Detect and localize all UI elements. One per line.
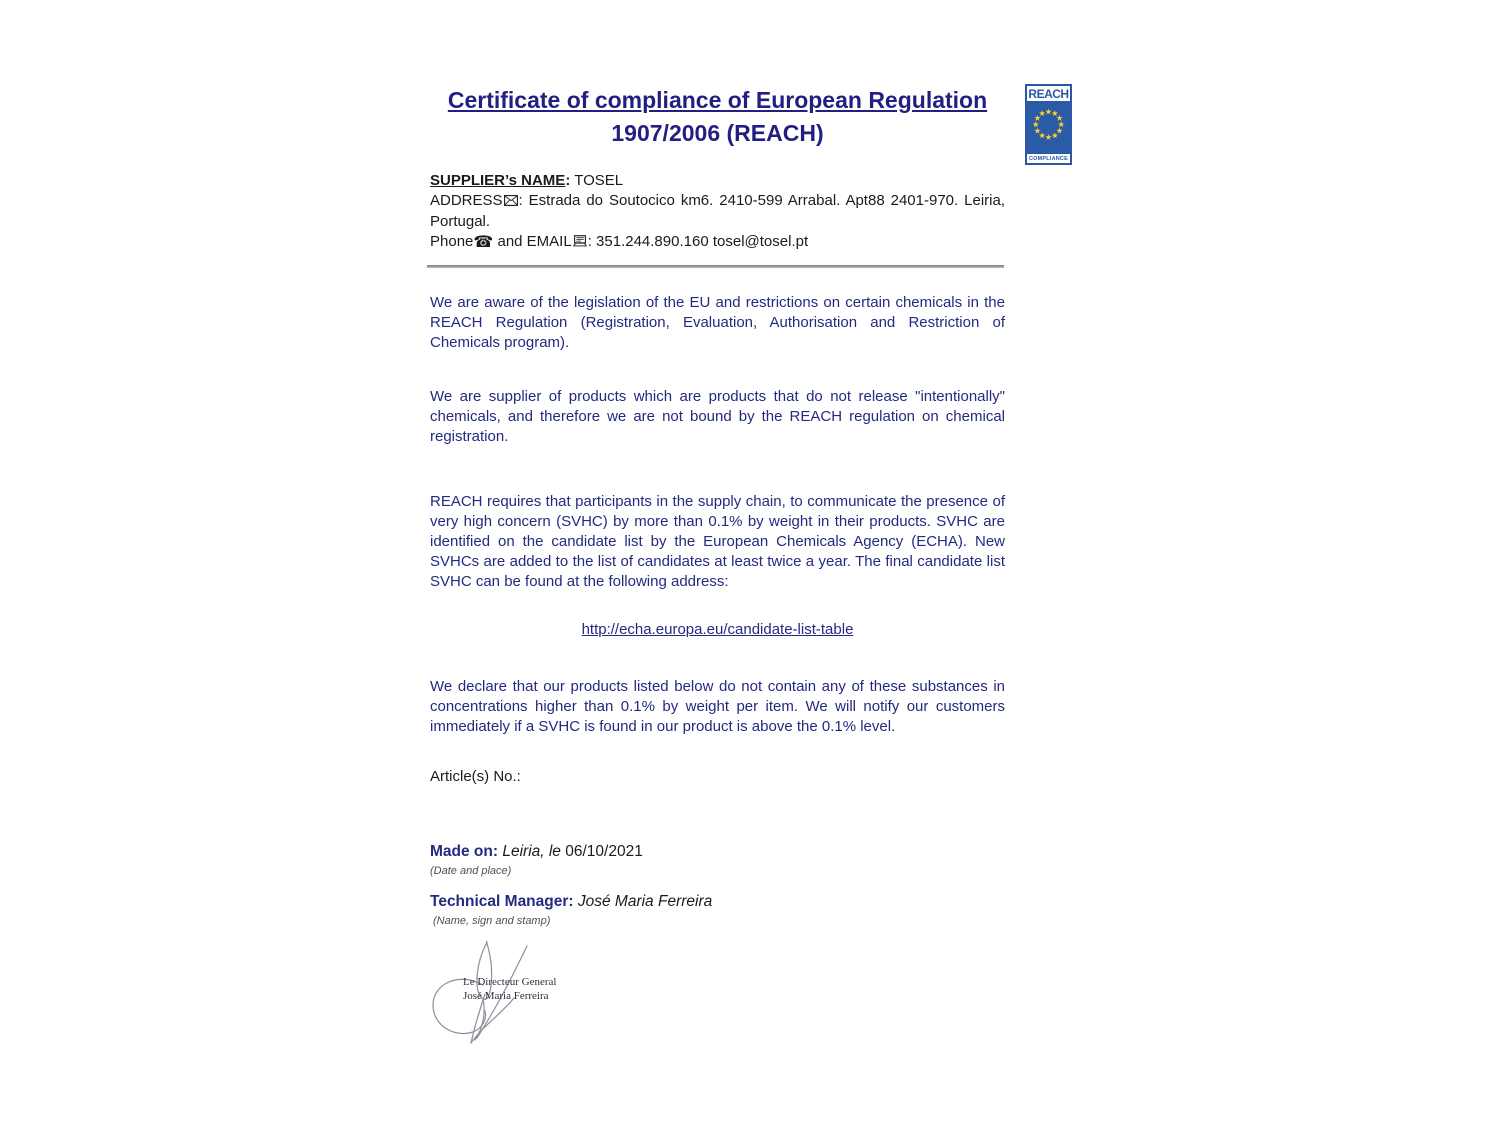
paragraph-reach-requirements: REACH requires that participants in the supply chain, to communicate the presence of very high concern (SVHC) by more than 0.1% by weight in their products. SVHC are identified on the candidate list by the European Chemicals Agency (ECHA). New SVHCs are added to the list of candidates at least twice a year. The final candidate list SVHC can be found at the following address: xyxy=(430,493,1005,590)
telephone-icon: ☎ xyxy=(473,234,494,251)
stamp-line1: Le Directeur General xyxy=(463,976,557,988)
address-label: ADDRESS xyxy=(430,192,503,209)
technical-manager-name: José Maria Ferreira xyxy=(577,893,713,910)
candidate-list-link-line xyxy=(430,621,1005,638)
supplier-name-line xyxy=(430,171,1005,191)
title-line2: 1907/2006 (REACH) xyxy=(611,120,824,146)
made-on-place: Leiria, le xyxy=(502,843,561,860)
compliance-logo-text: COMPLIANCE xyxy=(1027,153,1070,163)
page-title xyxy=(430,84,1005,150)
name-sign-stamp-caption: (Name, sign and stamp) xyxy=(433,915,551,927)
address-colon: : xyxy=(518,192,523,209)
phone-label: Phone xyxy=(430,233,474,250)
supplier-contact-line xyxy=(430,232,1005,253)
title-line1: Certificate of compliance of European Regulation xyxy=(447,87,988,113)
made-on-line xyxy=(430,843,1005,861)
and-email-label: and EMAIL xyxy=(497,233,572,250)
paragraph-awareness: We are aware of the legislation of the EU and restrictions on certain chemicals in the REACH Regulation (Registration, Evaluation, Authorisation and Restriction of Chemicals program). xyxy=(430,294,1005,351)
made-on-label: Made on: xyxy=(430,843,499,860)
candidate-list-link[interactable]: http://echa.europa.eu/candidate-list-table xyxy=(581,621,854,638)
paragraph-declaration: We declare that our products listed below do not contain any of these substances in concentrations higher than 0.1% by weight per item. We will notify our customers immediately if a SVHC is found in our product is above the 0.1% level. xyxy=(430,678,1005,735)
supplier-address-line xyxy=(430,191,1005,232)
date-place-caption: (Date and place) xyxy=(430,865,512,877)
supplier-name-label: SUPPLIER’s NAME xyxy=(430,172,566,189)
technical-manager-line xyxy=(430,893,1005,911)
address-value: Estrada do Soutocico km6. 2410-599 Arrabal. Apt88 2401-970. Leiria, Portugal. xyxy=(430,192,1006,230)
phone-value: 351.244.890.160 xyxy=(596,233,709,250)
reach-compliance-logo xyxy=(1025,84,1072,165)
supplier-name-value: TOSEL xyxy=(574,172,624,189)
contact-colon: : xyxy=(587,233,592,250)
stamp-line2: José Maria Ferreira xyxy=(463,989,549,1002)
made-on-date: 06/10/2021 xyxy=(565,843,643,860)
horizontal-divider xyxy=(427,265,1004,268)
stamp-text xyxy=(463,976,556,1003)
email-value: tosel@tosel.pt xyxy=(712,233,809,250)
envelope-icon xyxy=(504,192,518,212)
supplier-name-colon: : xyxy=(565,172,571,189)
supplier-block xyxy=(430,171,1005,253)
article-number-label: Article(s) No.: xyxy=(430,768,521,785)
signature-block xyxy=(425,933,555,1058)
paragraph-supplier-statement: We are supplier of products which are products that do not release "intentionally" chemicals, and therefore we are not bound by the REACH regulation on chemical registration. xyxy=(430,388,1005,445)
reach-logo-text: REACH xyxy=(1028,86,1069,101)
technical-manager-label: Technical Manager: xyxy=(430,893,574,910)
computer-icon xyxy=(573,233,587,253)
eu-flag-icon xyxy=(1027,101,1070,153)
